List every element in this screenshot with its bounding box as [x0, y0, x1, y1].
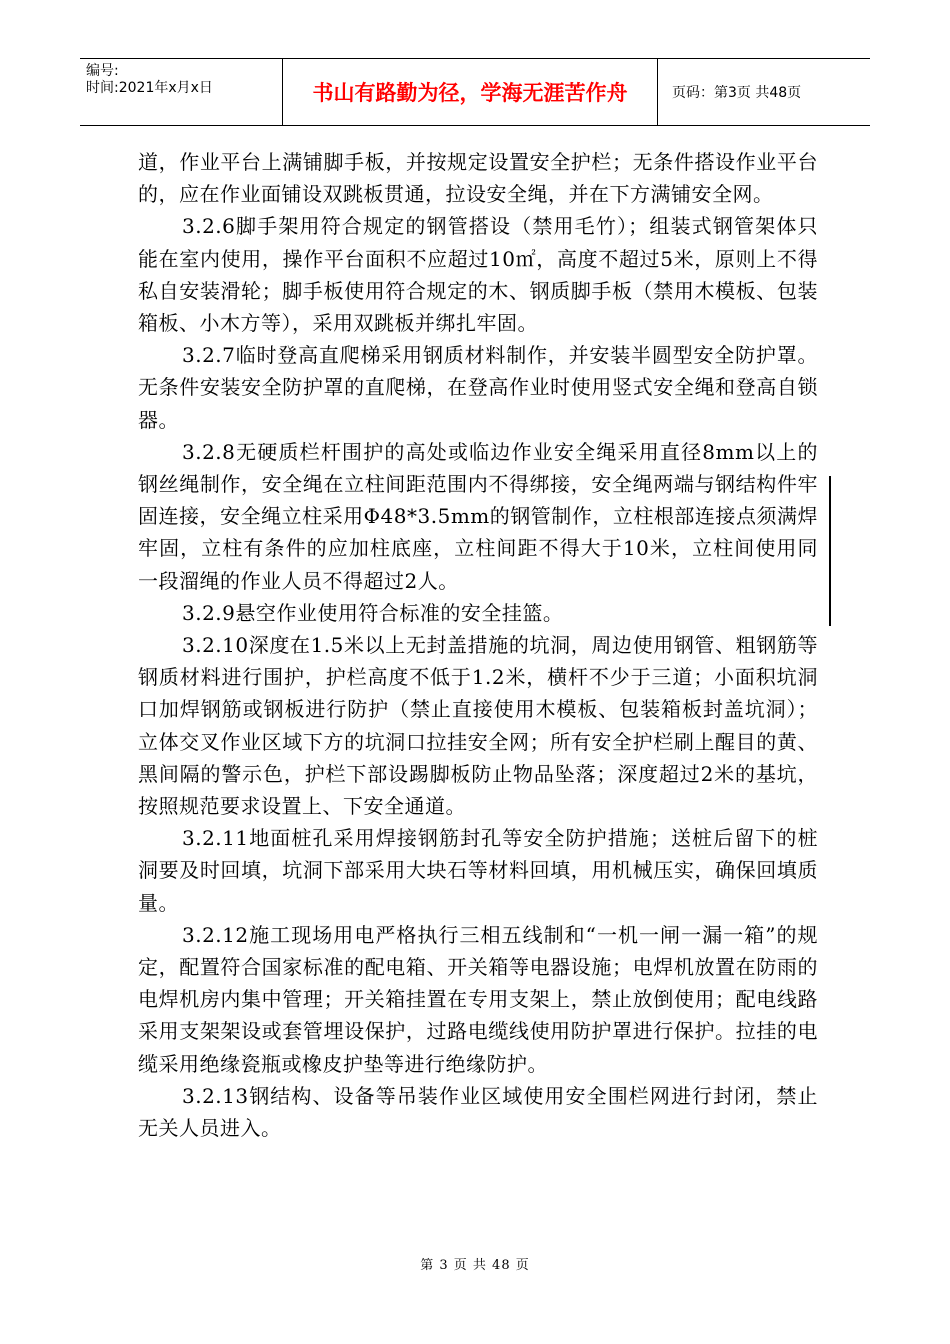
page-header [80, 58, 870, 126]
document-time-label: 时间:2021年x月x日 [86, 80, 213, 96]
header-motto: 书山有路勤为径，学海无涯苦作舟 [283, 59, 658, 125]
paragraph-continuation: 道，作业平台上满铺脚手板，并按规定设置安全护栏；无条件搭设作业平台的，应在作业面铺设双跳板贯通，拉设安全绳，并在下方满铺安全网。 [138, 150, 818, 207]
paragraph-3-2-6: 3.2.6脚手架用符合规定的钢管搭设（禁用毛竹）；组装式钢管架体只能在室内使用，操作平台面积不应超过10㎡，高度不超过5米，原则上不得私自安装滑轮；脚手板使用符合规定的木、钢质脚手板（禁用木模板、包装箱板、小木方等），采用双跳板并绑扎牢固。 [138, 214, 818, 336]
page-footer: 第 3 页 共 48 页 [420, 1258, 530, 1273]
paragraph-3-2-12: 3.2.12施工现场用电严格执行三相五线制和“一机一闸一漏一箱”的规定，配置符合国家标准的配电箱、开关箱等电器设施；电焊机放置在防雨的电焊机房内集中管理；开关箱挂置在专用支架上，禁止放倒使用；配电线路采用支架架设或套管埋设保护，过路电缆线使用防护罩进行保护。拉挂的电缆采用绝缘瓷瓶或橡皮护垫等进行绝缘防护。 [138, 922, 818, 1076]
document-body [138, 146, 818, 1144]
paragraph-3-2-11: 3.2.11地面桩孔采用焊接钢筋封孔等安全防护措施；送桩后留下的桩洞要及时回填，坑洞下部采用大块石等材料回填，用机械压实，确保回填质量。 [138, 826, 818, 915]
paragraph-3-2-9: 3.2.9悬空作业使用符合标准的安全挂篮。 [182, 600, 564, 625]
paragraph-3-2-8: 3.2.8无硬质栏杆围护的高处或临边作业安全绳采用直径8mm以上的钢丝绳制作，安全绳在立柱间距范围内不得绑接，安全绳两端与钢结构件牢固连接，安全绳立柱采用Φ48*3.5mm的钢管制作，立柱根部连接点须满焊牢固，立柱有条件的应加柱底座，立柱间距不得大于10米，立柱间使用同一段溜绳的作业人员不得超过2人。 [138, 439, 818, 593]
header-meta [80, 59, 283, 125]
paragraph-3-2-7: 3.2.7临时登高直爬梯采用钢质材料制作，并安装半圆型安全防护罩。无条件安装安全防护罩的直爬梯，在登高作业时使用竖式安全绳和登高自锁器。 [138, 343, 818, 432]
header-page-number: 页码：第3页 共48页 [672, 85, 802, 101]
document-number-label: 编号: [86, 63, 119, 79]
paragraph-3-2-13: 3.2.13钢结构、设备等吊装作业区域使用安全围栏网进行封闭，禁止无关人员进入。 [138, 1083, 818, 1141]
paragraph-3-2-10: 3.2.10深度在1.5米以上无封盖措施的坑洞，周边使用钢管、粗钢筋等钢质材料进行围护，护栏高度不低于1.2米，横杆不少于三道；小面积坑洞口加焊钢筋或钢板进行防护（禁止直接使用木模板、包装箱板封盖坑洞）；立体交叉作业区域下方的坑洞口拉挂安全网；所有安全护栏刷上醒目的黄、黑间隔的警示色，护栏下部设踢脚板防止物品坠落；深度超过2米的基坑，按照规范要求设置上、下安全通道。 [138, 633, 818, 819]
revision-change-bar [829, 476, 831, 626]
